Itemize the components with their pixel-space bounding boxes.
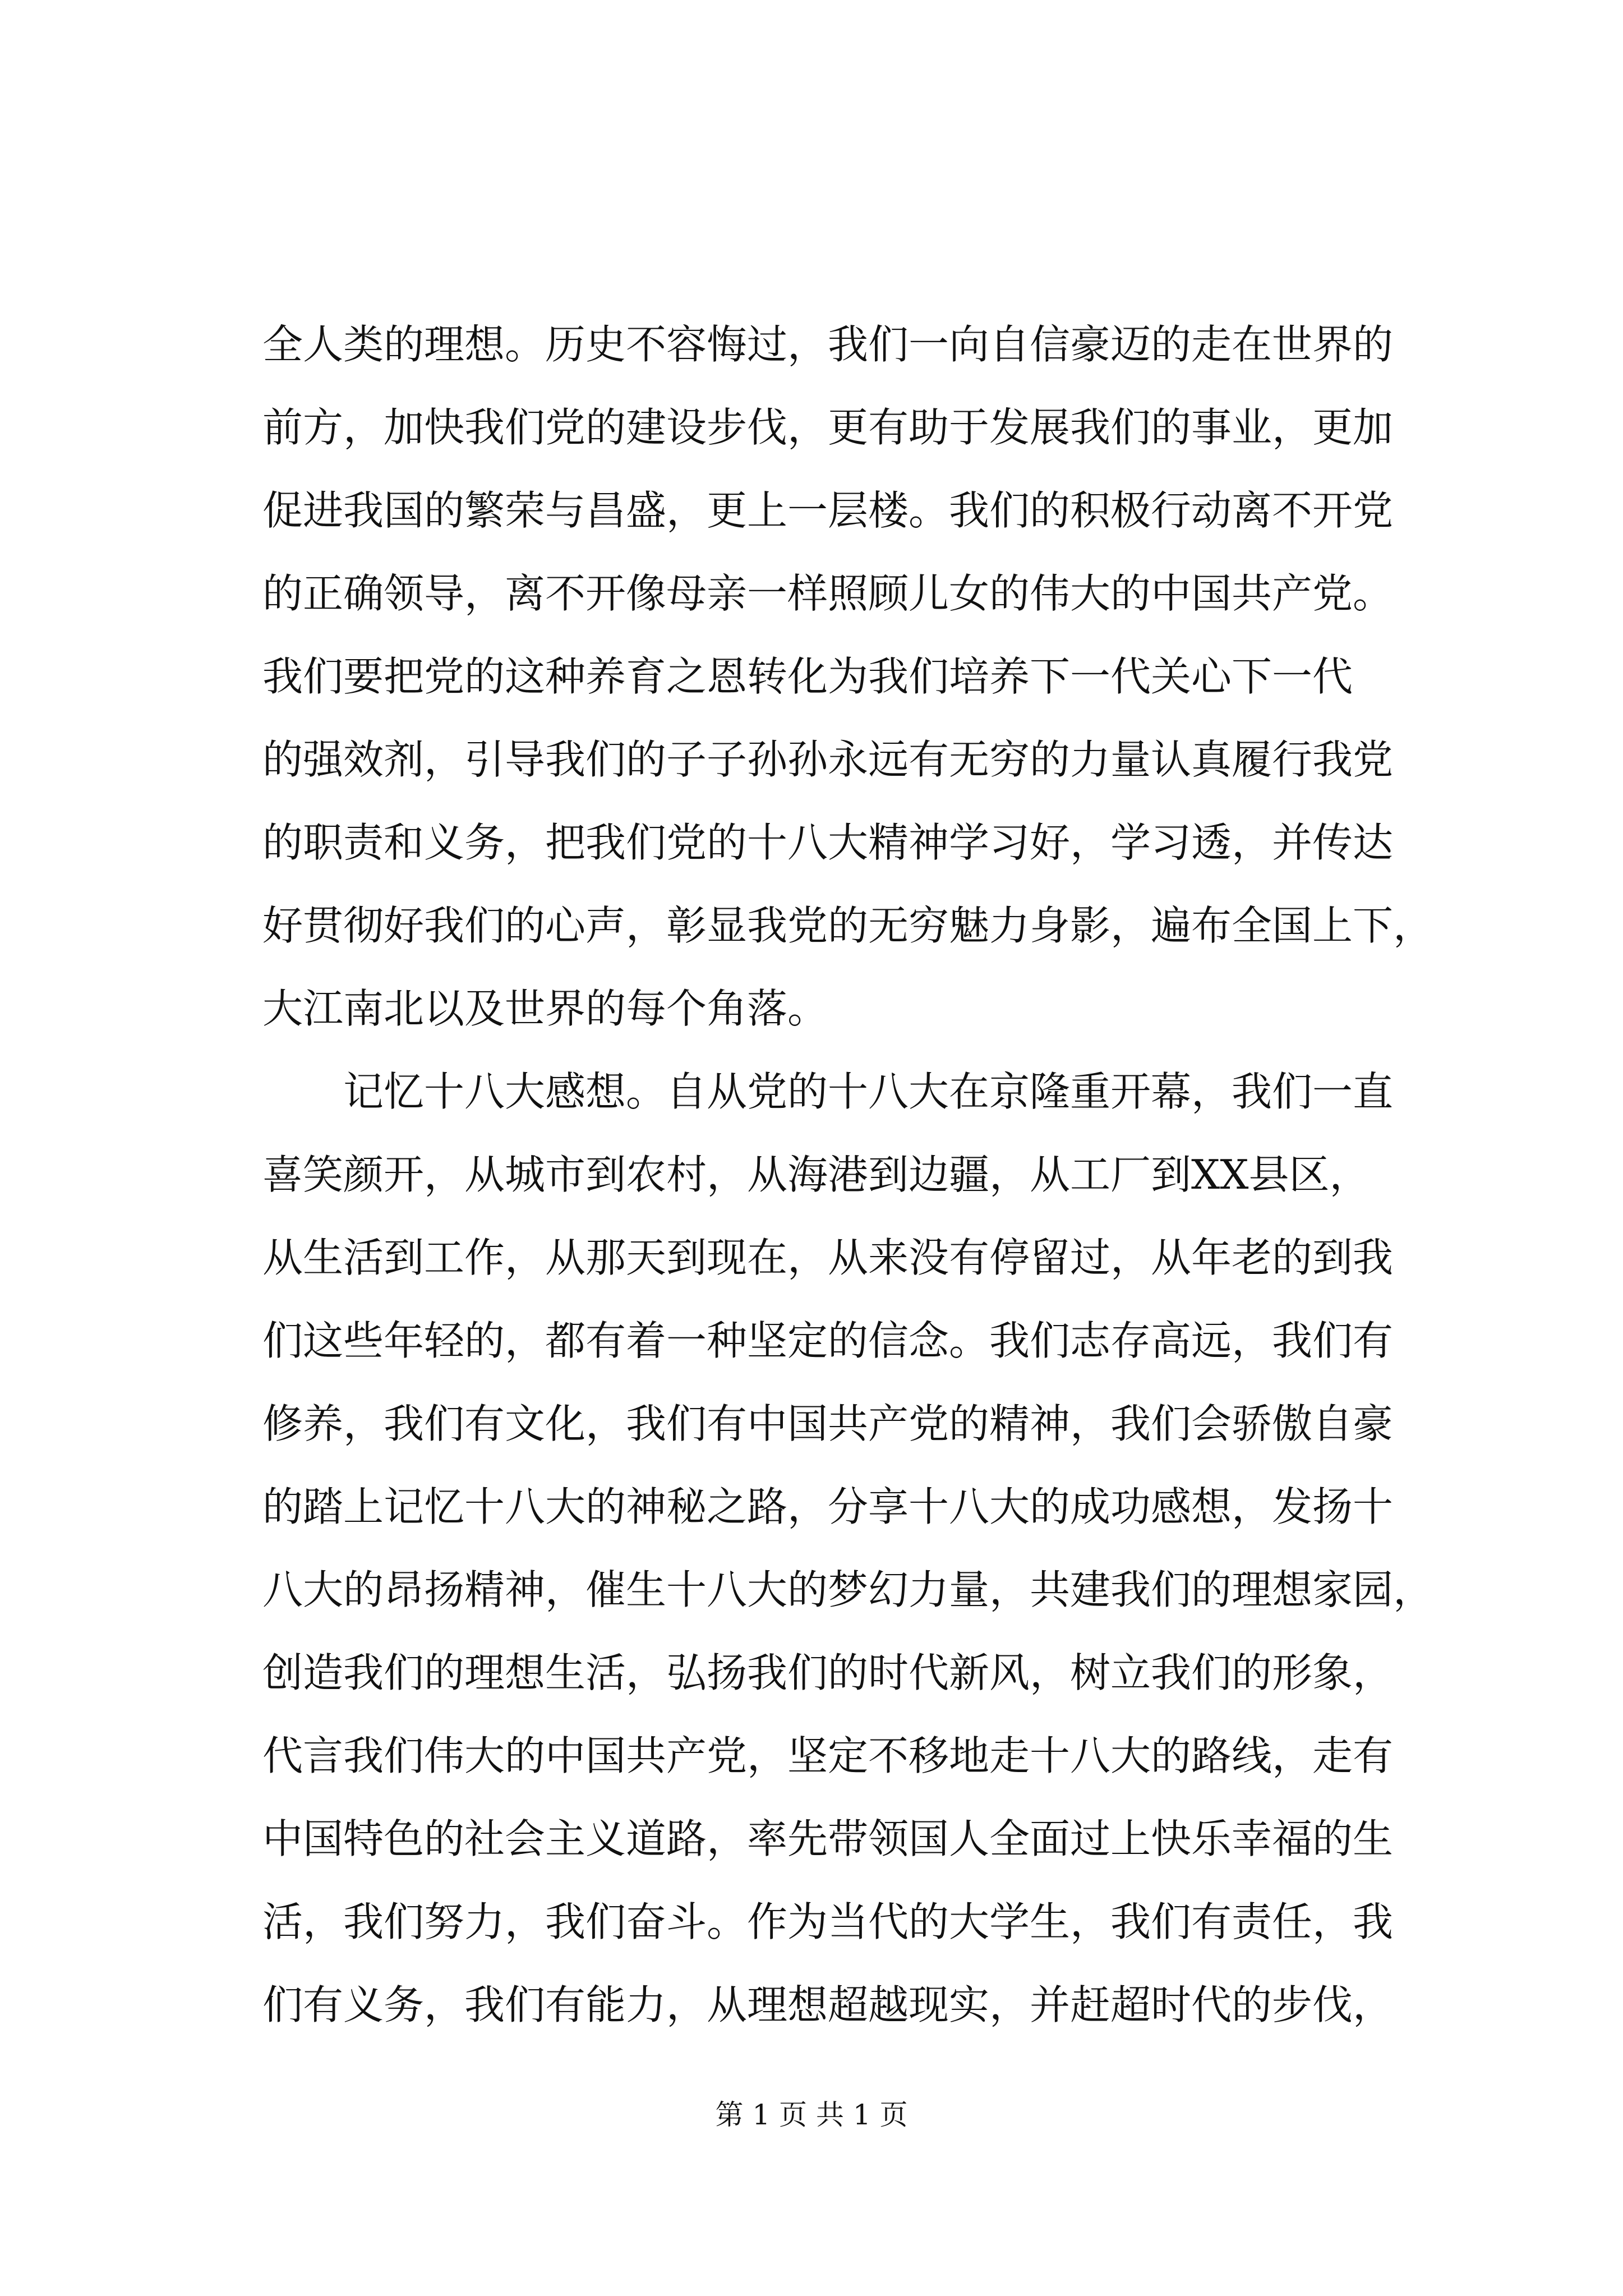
text-line: 的踏上记忆十八大的神秘之路，分享十八大的成功感想，发扬十 [262, 1483, 1394, 1530]
text-line: 促进我国的繁荣与昌盛，更上一层楼。我们的积极行动离不开党 [262, 487, 1394, 534]
text-line: 代言我们伟大的中国共产党，坚定不移地走十八大的路线，走有 [262, 1732, 1394, 1779]
text-line: 我们要把党的这种养育之恩转化为我们培养下一代关心下一代 [262, 653, 1353, 700]
text-line: 前方，加快我们党的建设步伐，更有助于发展我们的事业，更加 [262, 404, 1394, 451]
text-line: 好贯彻好我们的心声，彰显我党的无穷魅力身影，遍布全国上下， [262, 902, 1434, 949]
text-line: 中国特色的社会主义道路，率先带领国人全面过上快乐幸福的生 [262, 1815, 1394, 1862]
text-line: 活，我们努力，我们奋斗。作为当代的大学生，我们有责任，我 [262, 1898, 1394, 1945]
body-text [262, 303, 1434, 2046]
text-line: 的正确领导，离不开像母亲一样照顾儿女的伟大的中国共产党。 [262, 570, 1394, 617]
text-line: 们这些年轻的，都有着一种坚定的信念。我们志存高远，我们有 [262, 1317, 1394, 1364]
text-line: 八大的昂扬精神，催生十八大的梦幻力量，共建我们的理想家园， [262, 1566, 1434, 1613]
text-line: 大江南北以及世界的每个角落。 [262, 985, 828, 1032]
text-line: 从生活到工作，从那天到现在，从来没有停留过，从年老的到我 [262, 1234, 1394, 1281]
text-line: 的职责和义务，把我们党的十八大精神学习好，学习透，并传达 [262, 819, 1394, 866]
text-line: 的强效剂，引导我们的子子孙孙永远有无穷的力量认真履行我党 [262, 736, 1394, 783]
text-line: 修养，我们有文化，我们有中国共产党的精神，我们会骄傲自豪 [262, 1400, 1394, 1447]
text-line: 喜笑颜开，从城市到农村，从海港到边疆，从工厂到XX县区， [262, 1151, 1370, 1198]
page-footer: 第 1 页 共 1 页 [715, 2099, 908, 2131]
text-line: 记忆十八大感想。自从党的十八大在京隆重开幕，我们一直 [262, 1068, 1394, 1115]
text-line: 全人类的理想。历史不容悔过，我们一向自信豪迈的走在世界的 [262, 321, 1394, 368]
text-line: 们有义务，我们有能力，从理想超越现实，并赶超时代的步伐， [262, 1981, 1394, 2028]
text-line: 创造我们的理想生活，弘扬我们的时代新风，树立我们的形象， [262, 1649, 1394, 1696]
